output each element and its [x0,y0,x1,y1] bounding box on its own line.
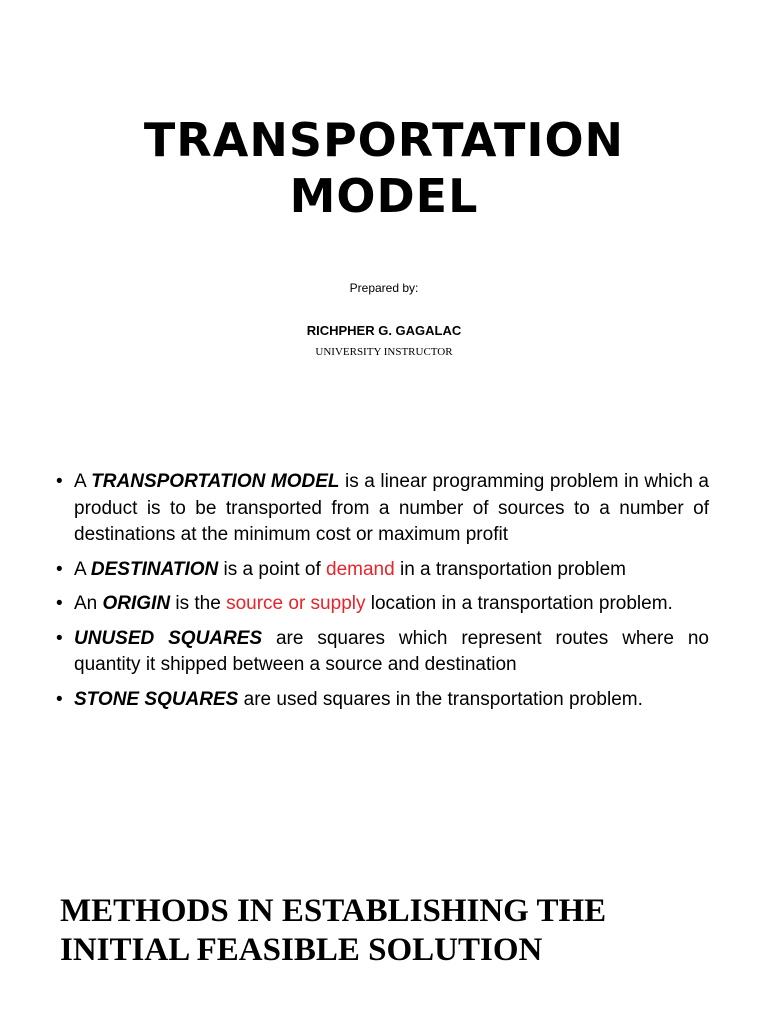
list-item [56,626,709,679]
list-item [56,469,709,549]
list-item [56,591,709,618]
item-highlight: demand [326,558,395,580]
item-term: DESTINATION [90,558,219,580]
item-term: STONE SQUARES [74,688,239,710]
title-line-1: TRANSPORTATION [143,113,625,167]
definitions-list [56,469,709,721]
item-highlight: source or supply [226,593,366,614]
section-heading-line-2: INITIAL FEASIBLE SOLUTION [60,932,543,968]
item-term: ORIGIN [102,593,171,614]
title-line-2: MODEL [289,169,479,223]
item-prefix: An [74,593,103,614]
item-text-end: in a transportation problem [394,558,626,580]
bullet-icon: • [56,558,63,580]
prepared-by-label: Prepared by: [349,281,419,295]
page-title [0,112,768,224]
item-text: is the [170,593,227,614]
author-name: RICHPHER G. GAGALAC [306,323,462,338]
item-text: is a point of [218,558,327,580]
item-prefix: A [74,558,91,580]
bullet-icon: • [56,688,63,710]
bullet-icon: • [56,627,63,649]
section-heading [60,892,720,970]
bullet-icon: • [56,471,63,492]
item-term: TRANSPORTATION MODEL [91,471,340,492]
item-term: UNUSED SQUARES [74,627,263,649]
author-role: UNIVERSITY INSTRUCTOR [315,346,453,358]
item-text: is a linear programming problem in which a product is to be transported from a number of sources to a number of destinations at the minimum cost or maximum profit [74,471,710,545]
item-text: are squares which represent routes where no quantity it shipped between a source and destination [74,627,709,675]
list-item [56,557,709,584]
item-text-end: location in a transportation problem. [365,593,673,614]
item-text: are used squares in the transportation problem. [238,688,643,710]
item-prefix: A [74,471,92,492]
list-item [56,687,709,714]
bullet-icon: • [56,593,63,614]
section-heading-line-1: METHODS IN ESTABLISHING THE [60,893,607,929]
